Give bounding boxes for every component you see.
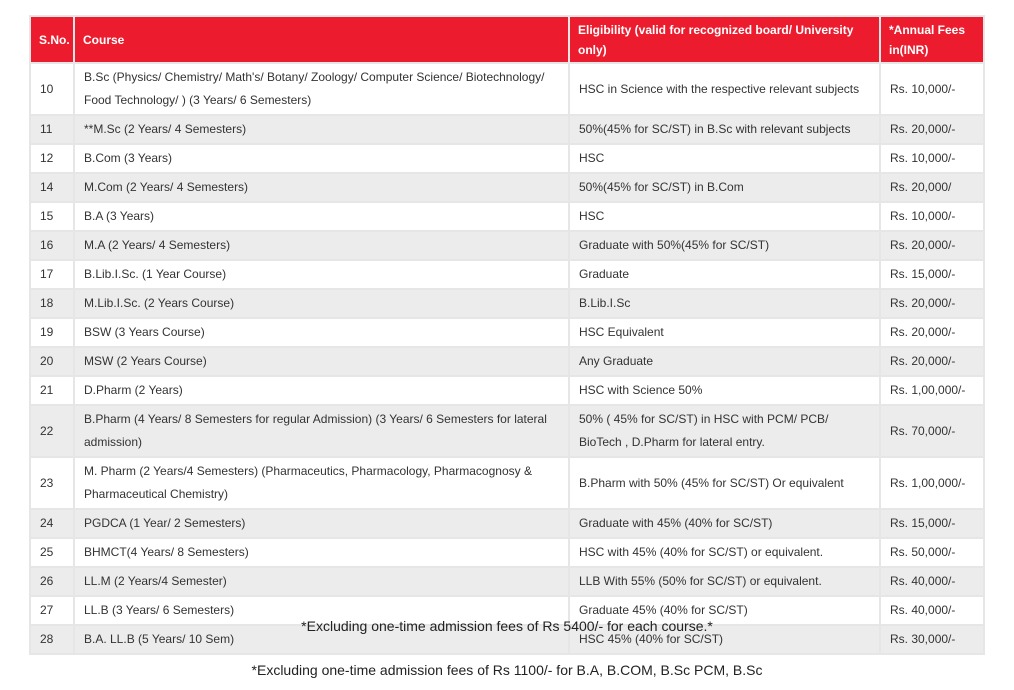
cell-course: D.Pharm (2 Years) (75, 377, 568, 404)
cell-sno: 19 (31, 319, 73, 346)
cell-eligibility: B.Pharm with 50% (45% for SC/ST) Or equivalent (570, 458, 879, 508)
admission-fee-note-2: *Excluding one-time admission fees of Rs 1100/- for B.A, B.COM, B.Sc PCM, B.Sc (251, 662, 763, 678)
cell-fees: Rs. 20,000/- (881, 319, 983, 346)
table-row (31, 290, 983, 317)
cell-eligibility: Graduate with 45% (40% for SC/ST) (570, 510, 879, 537)
cell-course: B.Com (3 Years) (75, 145, 568, 172)
header-sno: S.No. (31, 17, 73, 62)
cell-sno: 28 (31, 626, 73, 653)
cell-fees: Rs. 1,00,000/- (881, 377, 983, 404)
cell-sno: 11 (31, 116, 73, 143)
cell-course: LL.M (2 Years/4 Semester) (75, 568, 568, 595)
cell-sno: 26 (31, 568, 73, 595)
table-body (31, 64, 983, 653)
cell-eligibility: HSC in Science with the respective relevant subjects (570, 64, 879, 114)
cell-course: B.Sc (Physics/ Chemistry/ Math's/ Botany/ Zoology/ Computer Science/ Biotechnology/ Food Technology/ ) (3 Years/ 6 Semesters) (75, 64, 568, 114)
cell-eligibility: HSC 45% (40% for SC/ST) (570, 626, 879, 653)
header-eligibility: Eligibility (valid for recognized board/ University only) (570, 17, 879, 62)
cell-course: MSW (2 Years Course) (75, 348, 568, 375)
cell-course: B.A (3 Years) (75, 203, 568, 230)
cell-eligibility: Graduate with 50%(45% for SC/ST) (570, 232, 879, 259)
cell-fees: Rs. 15,000/- (881, 510, 983, 537)
cell-eligibility: Graduate (570, 261, 879, 288)
cell-sno: 12 (31, 145, 73, 172)
cell-fees: Rs. 20,000/- (881, 348, 983, 375)
table-row (31, 319, 983, 346)
cell-fees: Rs. 20,000/ (881, 174, 983, 201)
cell-eligibility: HSC (570, 145, 879, 172)
cell-fees: Rs. 40,000/- (881, 597, 983, 624)
cell-course: B.Pharm (4 Years/ 8 Semesters for regular Admission) (3 Years/ 6 Semesters for lateral admission) (75, 406, 568, 456)
cell-fees: Rs. 15,000/- (881, 261, 983, 288)
cell-sno: 15 (31, 203, 73, 230)
cell-course: B.A. LL.B (5 Years/ 10 Sem) (75, 626, 568, 653)
table-row (31, 348, 983, 375)
table-row (31, 232, 983, 259)
table-row (31, 145, 983, 172)
cell-eligibility: HSC with 45% (40% for SC/ST) or equivalent. (570, 539, 879, 566)
admission-fee-note: *Excluding one-time admission fees of Rs 5400/- for each course.* (301, 618, 713, 634)
cell-sno: 25 (31, 539, 73, 566)
cell-sno: 20 (31, 348, 73, 375)
cell-fees: Rs. 30,000/- (881, 626, 983, 653)
cell-course: M.Lib.I.Sc. (2 Years Course) (75, 290, 568, 317)
cell-sno: 18 (31, 290, 73, 317)
header-fees: *Annual Fees in(INR) (881, 17, 983, 62)
table-row (31, 261, 983, 288)
cell-sno: 14 (31, 174, 73, 201)
cell-eligibility: 50% ( 45% for SC/ST) in HSC with PCM/ PCB/ BioTech , D.Pharm for lateral entry. (570, 406, 879, 456)
table-row (31, 568, 983, 595)
cell-fees: Rs. 20,000/- (881, 290, 983, 317)
cell-course: LL.B (3 Years/ 6 Semesters) (75, 597, 568, 624)
cell-eligibility: 50%(45% for SC/ST) in B.Com (570, 174, 879, 201)
cell-fees: Rs. 70,000/- (881, 406, 983, 456)
cell-course: M.Com (2 Years/ 4 Semesters) (75, 174, 568, 201)
cell-fees: Rs. 40,000/- (881, 568, 983, 595)
cell-fees: Rs. 10,000/- (881, 64, 983, 114)
header-course: Course (75, 17, 568, 62)
cell-sno: 21 (31, 377, 73, 404)
cell-sno: 23 (31, 458, 73, 508)
cell-sno: 22 (31, 406, 73, 456)
cell-eligibility: Any Graduate (570, 348, 879, 375)
cell-eligibility: HSC (570, 203, 879, 230)
cell-fees: Rs. 10,000/- (881, 203, 983, 230)
cell-eligibility: B.Lib.I.Sc (570, 290, 879, 317)
table-row (31, 174, 983, 201)
cell-fees: Rs. 1,00,000/- (881, 458, 983, 508)
table-row (31, 539, 983, 566)
cell-eligibility: 50%(45% for SC/ST) in B.Sc with relevant subjects (570, 116, 879, 143)
cell-sno: 17 (31, 261, 73, 288)
table-row (31, 203, 983, 230)
table-row (31, 458, 983, 508)
fees-table-container (29, 15, 983, 655)
cell-sno: 10 (31, 64, 73, 114)
cell-sno: 16 (31, 232, 73, 259)
cell-eligibility: Graduate 45% (40% for SC/ST) (570, 597, 879, 624)
cell-eligibility: HSC Equivalent (570, 319, 879, 346)
table-row (31, 406, 983, 456)
fees-table (29, 15, 985, 655)
table-row (31, 377, 983, 404)
cell-course: **M.Sc (2 Years/ 4 Semesters) (75, 116, 568, 143)
cell-course: BSW (3 Years Course) (75, 319, 568, 346)
cell-sno: 27 (31, 597, 73, 624)
cell-course: M. Pharm (2 Years/4 Semesters) (Pharmaceutics, Pharmacology, Pharmacognosy & Pharmaceutical Chemistry) (75, 458, 568, 508)
table-header-row (31, 17, 983, 62)
table-row (31, 64, 983, 114)
cell-fees: Rs. 20,000/- (881, 116, 983, 143)
cell-fees: Rs. 10,000/- (881, 145, 983, 172)
cell-fees: Rs. 20,000/- (881, 232, 983, 259)
cell-course: M.A (2 Years/ 4 Semesters) (75, 232, 568, 259)
cell-eligibility: LLB With 55% (50% for SC/ST) or equivalent. (570, 568, 879, 595)
cell-fees: Rs. 50,000/- (881, 539, 983, 566)
cell-course: PGDCA (1 Year/ 2 Semesters) (75, 510, 568, 537)
cell-eligibility: HSC with Science 50% (570, 377, 879, 404)
table-row (31, 116, 983, 143)
table-row (31, 510, 983, 537)
cell-course: B.Lib.I.Sc. (1 Year Course) (75, 261, 568, 288)
cell-sno: 24 (31, 510, 73, 537)
cell-course: BHMCT(4 Years/ 8 Semesters) (75, 539, 568, 566)
